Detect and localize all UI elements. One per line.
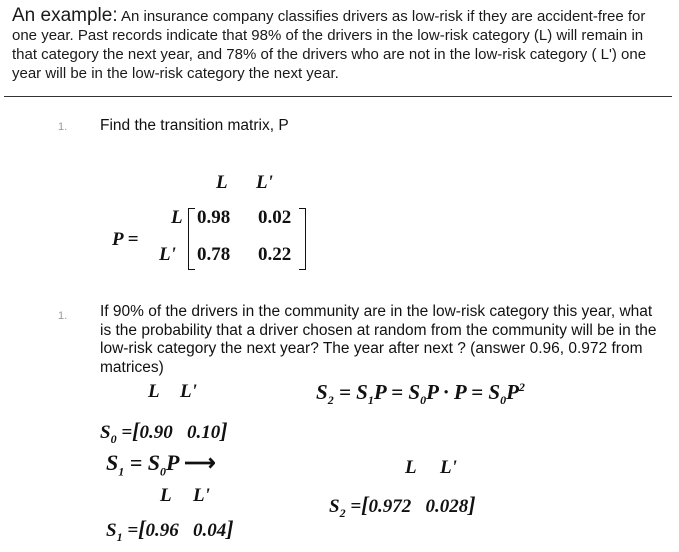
matrix-col-label-l-prime: L' (256, 172, 273, 193)
matrix-cell-1-1: 0.22 (258, 244, 292, 265)
s2-eq-lhs-sub: 2 (327, 393, 334, 408)
s0-right-bracket: ] (220, 418, 228, 443)
s0-value-l: 0.90 (139, 422, 173, 443)
s2-vector: $S_2 =[0.972$ 0.028] (329, 492, 476, 520)
s2-value-l: 0.972 (368, 496, 412, 517)
matrix-col-label-l: L (216, 172, 228, 193)
matrix-right-bracket (299, 208, 306, 270)
s2-left-bracket: [ (361, 492, 369, 517)
s2-equation: $S_2 = S_1P = S_0P \cdot P = S_0P^2$ (316, 380, 525, 408)
item-text-2: If 90% of the drivers in the community are in the low-risk category this year, what is the probability that a driver chosen at random from the community will be in the low-risk category the next year? The year after next ? (answer 0.96, 0.972 from matrices) (100, 303, 657, 376)
s2-eq-part2-sub: 0 (420, 393, 427, 408)
s1-value-l-prime: 0.04 (192, 520, 227, 541)
s2-eq-part3-tail: P (506, 380, 519, 404)
s0-left-bracket: [ (132, 418, 140, 443)
s0-value-l-prime: 0.10 (186, 422, 221, 443)
s2-eq-part2: S (408, 380, 421, 404)
s1-equation: $S_1 = S_0P$ ⟶ (106, 450, 216, 479)
item-number-1: 1. (58, 121, 68, 133)
s2-name: S (329, 496, 340, 517)
s2-col-label-l-prime: L' (440, 457, 457, 478)
s1-eq-rhs-sub: 0 (160, 464, 167, 479)
s1-left-bracket: [ (138, 516, 146, 541)
s1-eq-lhs-sub: 1 (118, 464, 125, 479)
intro-paragraph (12, 6, 667, 83)
s1-vector: $S_1 =[0.96$ 0.04] (106, 516, 234, 544)
s1-sub: 1 (116, 529, 123, 544)
s2-eq-part1-sub: 1 (367, 393, 374, 408)
matrix-cell-0-1: 0.02 (258, 207, 292, 228)
s0-col-label-l: L (148, 381, 160, 402)
s2-eq-part1: S (356, 380, 368, 404)
item-text-1: Find the transition matrix, P (100, 117, 289, 134)
s2-right-bracket: ] (468, 492, 476, 517)
s1-eq-tail: P (166, 450, 179, 475)
s2-eq-part1-tail: P (373, 380, 386, 404)
matrix-name: P = (112, 229, 139, 250)
s1-name: S (106, 520, 117, 541)
item-number-2: 1. (58, 310, 68, 322)
matrix-cell-0-0: 0.98 (197, 207, 231, 228)
s0-name: S (100, 422, 111, 443)
divider (4, 96, 672, 97)
s2-value-l-prime: 0.028 (425, 496, 469, 517)
s2-eq-lhs: S (316, 380, 328, 404)
s2-eq-part3: S (488, 380, 501, 404)
s2-eq-part3-sub: 0 (500, 393, 507, 408)
matrix-cell-1-0: 0.78 (197, 244, 231, 265)
arrow-right-icon: ⟶ (184, 450, 216, 475)
s2-eq-part3-sup: 2 (518, 380, 525, 394)
intro-lead: An example: (12, 5, 118, 26)
intro-text: An insurance company classifies drivers as low-risk if they are accident-free for one year. Past records indicate that 98% of the drivers in the low-risk category (L) will remain in that category the next year, and 78% of the drivers who are not in the low-risk category ( L') one year will be in the low-risk category the next year. (12, 8, 647, 82)
s2-sub: 2 (339, 505, 346, 520)
matrix-row-label-l-prime: L' (159, 244, 176, 265)
s2-col-label-l: L (405, 457, 417, 478)
s1-value-l: 0.96 (145, 520, 179, 541)
s2-eq-part2-tail: P · P (426, 380, 466, 404)
matrix-left-bracket (188, 208, 195, 270)
s0-col-label-l-prime: L' (180, 381, 197, 402)
s1-col-label-l: L (160, 485, 172, 506)
s0-sub: 0 (110, 431, 117, 446)
s1-eq-rhs: S (147, 450, 161, 475)
s1-col-label-l-prime: L' (193, 485, 210, 506)
s1-eq-lhs: S (106, 450, 119, 475)
matrix-row-label-l: L (171, 207, 183, 228)
s1-right-bracket: ] (226, 516, 234, 541)
matrix-name-text: P (112, 229, 123, 250)
s0-vector: $S_0 =[0.90$ 0.10] (100, 418, 228, 446)
